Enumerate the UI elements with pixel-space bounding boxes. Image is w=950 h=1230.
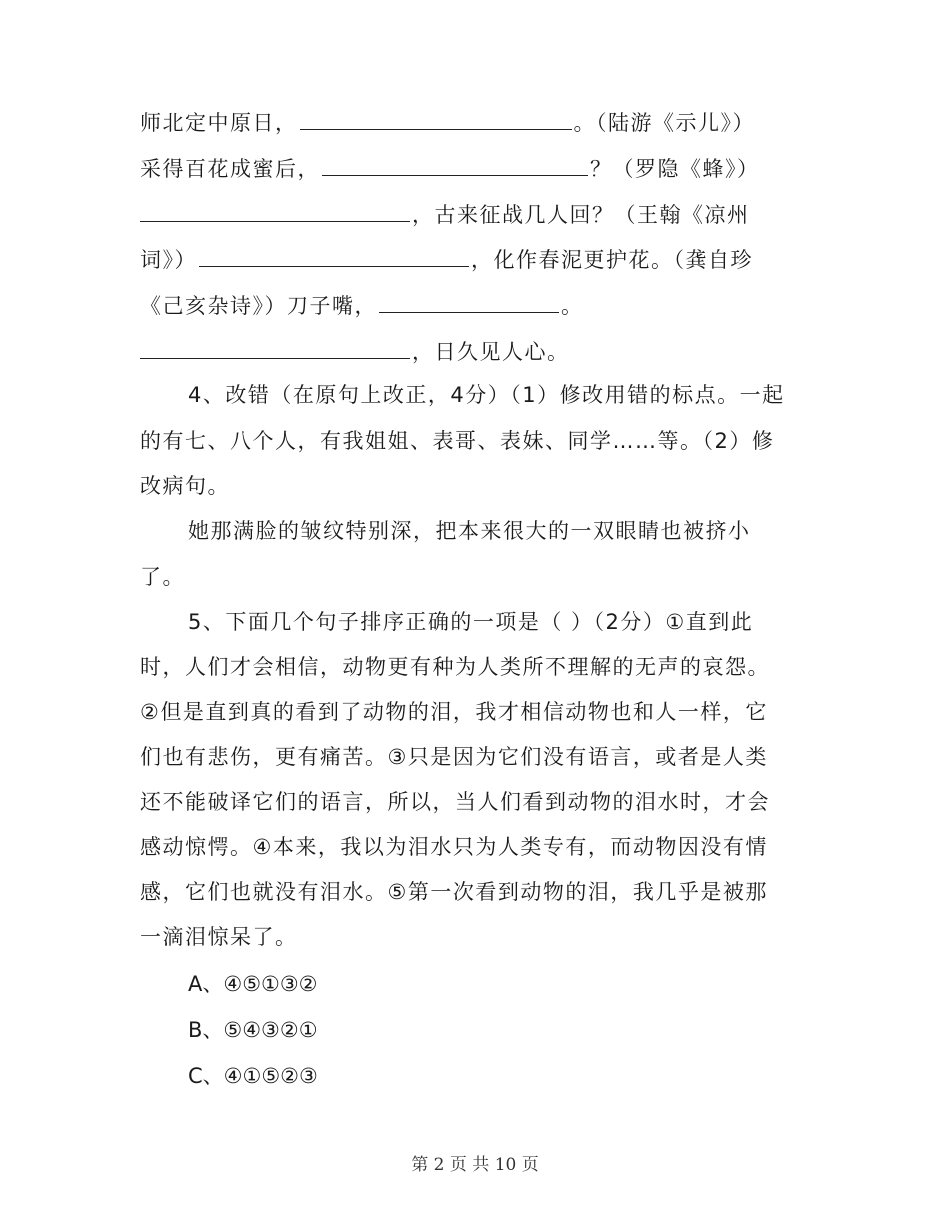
paragraph-line: 还不能破译它们的语言，所以，当人们看到动物的泪水时，才会 bbox=[140, 790, 770, 814]
poem-text: ，化作春泥更护花。（龚自珍 bbox=[471, 248, 753, 272]
paragraph-line: 感动惊愕。④本来，我以为泪水只为人类专有，而动物因没有情 bbox=[140, 835, 768, 859]
paragraph-line: 时，人们才会相信，动物更有种为人类所不理解的无声的哀怨。 bbox=[140, 655, 770, 679]
poem-text: 《己亥杂诗》）刀子嘴， bbox=[140, 294, 377, 318]
poem-text: ，古来征战几人回？（王翰《凉州 bbox=[412, 203, 750, 227]
answer-blank bbox=[300, 108, 572, 130]
paragraph-line: 感，它们也就没有泪水。⑤第一次看到动物的泪，我几乎是被那 bbox=[140, 880, 768, 904]
answer-blank bbox=[322, 154, 588, 176]
paragraph-line: 们也有悲伤，更有痛苦。③只是因为它们没有语言，或者是人类 bbox=[140, 745, 768, 769]
question-5-heading: 5、下面几个句子排序正确的一项是（ ）（2分）①直到此 bbox=[188, 610, 754, 634]
answer-blank bbox=[140, 200, 410, 222]
poem-line-1 bbox=[140, 108, 820, 137]
option-b: B、⑤④③②① bbox=[188, 1018, 318, 1042]
poem-text: 采得百花成蜜后， bbox=[140, 157, 320, 181]
poem-line-5 bbox=[140, 291, 820, 320]
answer-blank bbox=[379, 291, 559, 313]
poem-text: 词》） bbox=[140, 248, 197, 272]
paragraph-line: 改病句。 bbox=[140, 474, 230, 498]
poem-text: 。（陆游《示儿》） bbox=[573, 111, 755, 135]
poem-line-3 bbox=[140, 200, 820, 229]
faulty-sentence: 她那满脸的皱纹特别深，把本来很大的一双眼睛也被挤小 bbox=[188, 519, 751, 543]
poem-line-6 bbox=[140, 337, 820, 366]
option-c: C、④①⑤②③ bbox=[188, 1064, 318, 1088]
poem-text: ？（罗隐《蜂》） bbox=[590, 157, 760, 181]
page-number-footer: 第 2 页 共 10 页 bbox=[411, 1155, 539, 1175]
paragraph-line: ②但是直到真的看到了动物的泪，我才相信动物也和人一样，它 bbox=[140, 700, 768, 724]
option-a: A、④⑤①③② bbox=[188, 972, 318, 996]
paragraph-line: 的有七、八个人，有我姐姐、表哥、表妹、同学……等。（2）修 bbox=[140, 429, 775, 453]
poem-text: 师北定中原日， bbox=[140, 111, 298, 135]
poem-line-4 bbox=[140, 245, 820, 274]
question-4-heading: 4、改错（在原句上改正，4分）（1）修改用错的标点。一起 bbox=[188, 383, 785, 407]
paragraph-line: 一滴泪惊呆了。 bbox=[140, 925, 298, 949]
poem-text: 。 bbox=[561, 294, 584, 318]
poem-line-2 bbox=[140, 154, 820, 183]
poem-text: ，日久见人心。 bbox=[412, 340, 570, 364]
paragraph-line: 了。 bbox=[140, 565, 185, 589]
answer-blank bbox=[140, 337, 410, 359]
answer-blank bbox=[199, 245, 469, 267]
